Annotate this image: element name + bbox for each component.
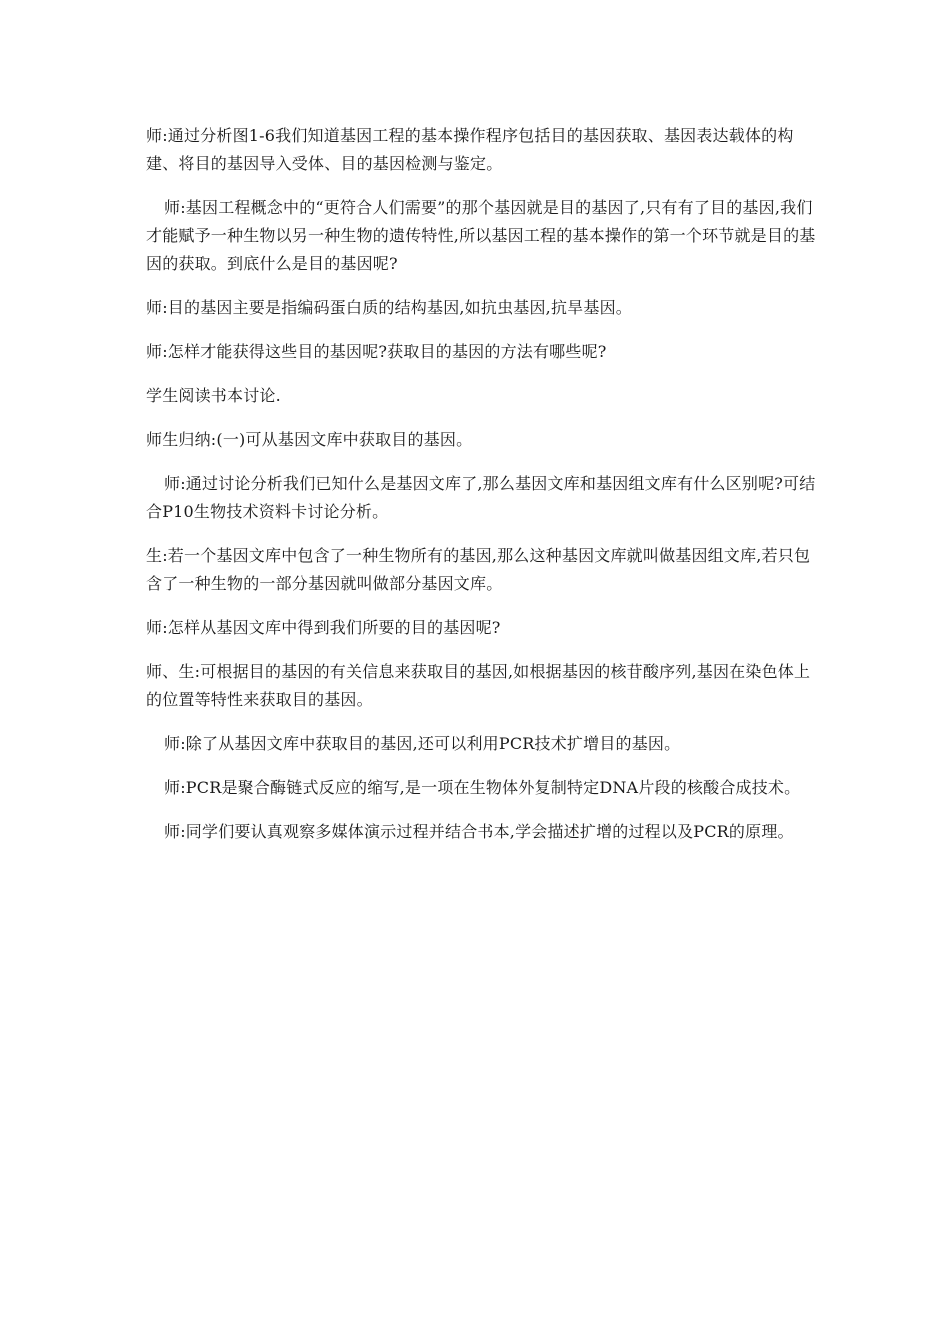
document-body [146,122,816,862]
paragraph: 师:怎样才能获得这些目的基因呢?获取目的基因的方法有哪些呢? [146,342,607,361]
paragraph: 生:若一个基因文库中包含了一种生物所有的基因,那么这种基因文库就叫做基因组文库,若只包含了一种生物的一部分基因就叫做部分基因文库。 [146,546,811,593]
paragraph: 师:目的基因主要是指编码蛋白质的结构基因,如抗虫基因,抗旱基因。 [146,298,632,317]
paragraph: 师:怎样从基因文库中得到我们所要的目的基因呢? [146,618,501,637]
paragraph: 师:除了从基因文库中获取目的基因,还可以利用PCR技术扩增目的基因。 [164,734,681,753]
paragraph: 师生归纳:(一)可从基因文库中获取目的基因。 [146,430,473,449]
paragraph: 师:通过讨论分析我们已知什么是基因文库了,那么基因文库和基因组文库有什么区别呢?可结合P10生物技术资料卡讨论分析。 [146,474,816,521]
paragraph: 师:同学们要认真观察多媒体演示过程并结合书本,学会描述扩增的过程以及PCR的原理。 [164,822,794,841]
paragraph: 师:PCR是聚合酶链式反应的缩写,是一项在生物体外复制特定DNA片段的核酸合成技术。 [164,778,801,797]
paragraph: 师:通过分析图1-6我们知道基因工程的基本操作程序包括目的基因获取、基因表达载体的构建、将目的基因导入受体、目的基因检测与鉴定。 [146,126,794,173]
paragraph: 师:基因工程概念中的“更符合人们需要”的那个基因就是目的基因了,只有有了目的基因,我们才能赋予一种生物以另一种生物的遗传特性,所以基因工程的基本操作的第一个环节就是目的基因的获取。到底什么是目的基因呢? [146,198,816,273]
paragraph: 学生阅读书本讨论. [146,386,281,405]
paragraph: 师、生:可根据目的基因的有关信息来获取目的基因,如根据基因的核苷酸序列,基因在染色体上的位置等特性来获取目的基因。 [146,662,811,709]
